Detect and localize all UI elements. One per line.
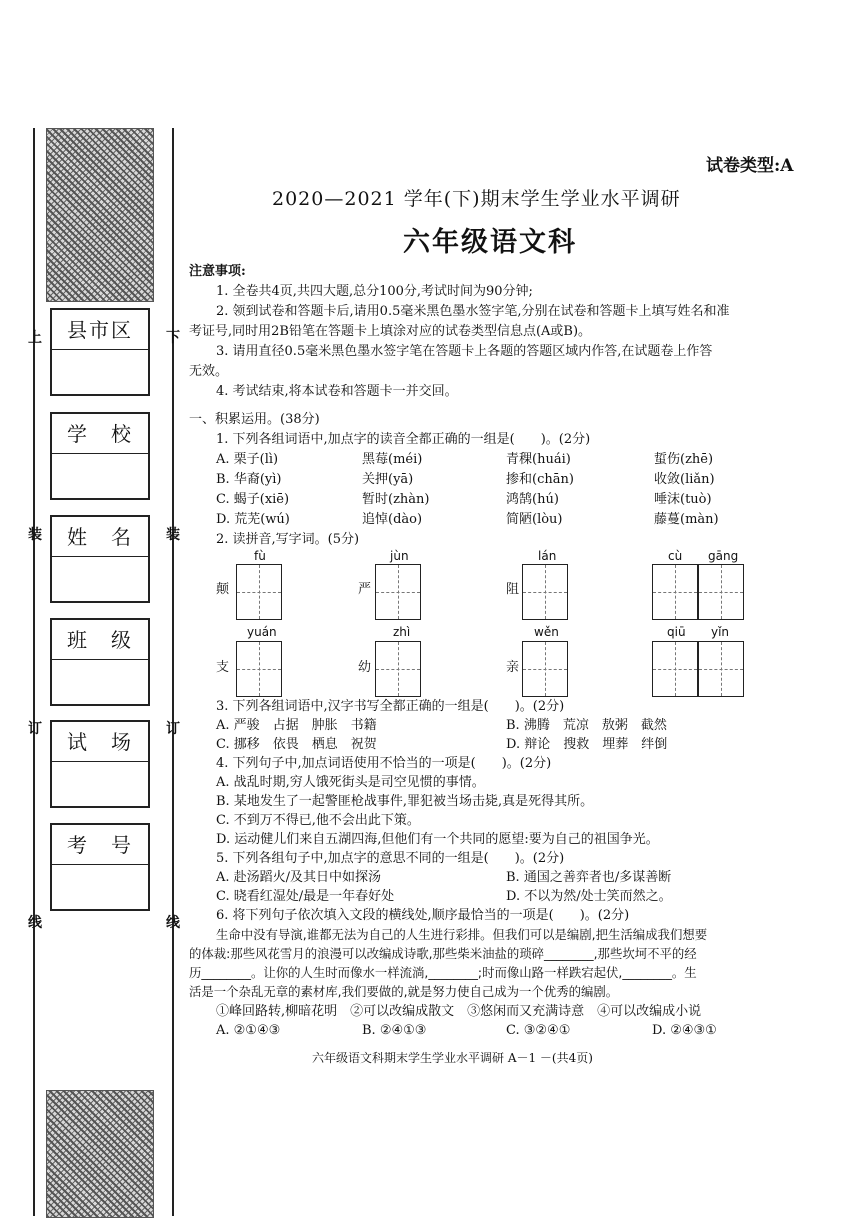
subject-title: 六年级语文科 — [403, 227, 577, 258]
q4-option-c: C. 不到万不得已,他不会出此下策。 — [216, 813, 420, 828]
notice-item-4: 4. 考试结束,将本试卷和答题卡一并交回。 — [216, 384, 458, 399]
field-school[interactable] — [50, 412, 150, 500]
margin-char-shang: 上 — [28, 330, 42, 346]
notice-heading: 注意事项: — [189, 264, 246, 279]
margin-char-zhuang-left: 装 — [28, 527, 42, 543]
q1-a-2: 黑莓(méi) — [362, 452, 423, 467]
q1-c-4: 唾沫(tuò) — [654, 492, 712, 507]
q2-prefix-1: 颠 — [216, 582, 230, 597]
margin-char-zhuang-right: 装 — [166, 527, 180, 543]
q6-option-b: B. ②④①③ — [362, 1023, 427, 1038]
field-exam-number-label: 考 号 — [52, 825, 148, 865]
q2-pinyin-7: wěn — [534, 625, 559, 639]
q2-pinyin-3: lán — [538, 549, 557, 563]
q6-option-a: A. ②①④③ — [216, 1023, 281, 1038]
q1-a-1: A. 栗子(lì) — [216, 452, 279, 467]
q1-a-4: 蜇伤(zhē) — [654, 452, 714, 467]
q1-b-3: 掺和(chān) — [506, 472, 574, 487]
q2-prefix-2: 严 — [358, 582, 372, 597]
field-class[interactable] — [50, 618, 150, 706]
q2-pinyin-8a: qiū — [667, 625, 686, 639]
field-exam-room-label: 试 场 — [52, 722, 148, 762]
q6-option-c: C. ③②④① — [506, 1023, 571, 1038]
q4-option-b: B. 某地发生了一起警匪枪战事件,罪犯被当场击毙,真是死得其所。 — [216, 794, 594, 809]
margin-char-xia: 下 — [166, 330, 180, 346]
binding-line-right — [172, 128, 174, 1216]
q5-option-b: B. 通国之善弈者也/多谋善断 — [506, 870, 672, 885]
margin-char-xian-left: 线 — [28, 915, 42, 931]
q2-writing-box-3[interactable] — [522, 564, 568, 620]
q1-b-1: B. 华裔(yì) — [216, 472, 282, 487]
q1-b-2: 关押(yā) — [362, 472, 414, 487]
q2-prefix-5: 支 — [216, 660, 230, 675]
notice-item-3-cont: 无效。 — [189, 364, 229, 379]
field-name[interactable] — [50, 515, 150, 603]
binding-pattern-top — [46, 128, 154, 302]
q6-passage-line-1: 生命中没有导演,谁都无法为自己的人生进行彩排。但我们可以是编剧,把生活编成我们想要 — [216, 927, 708, 942]
field-school-label: 学 校 — [52, 414, 148, 454]
q1-c-3: 鸿鹄(hú) — [506, 492, 559, 507]
q1-d-3: 简陋(lòu) — [506, 512, 563, 527]
q3-option-a: A. 严骏 占据 肿胀 书籍 — [216, 718, 377, 733]
q6-passage-line-2: 的体裁:那些风花雪月的浪漫可以改编成诗歌,那些柴米油盐的琐碎________,那些坎坷不平的经 — [189, 946, 697, 961]
page-footer: 六年级语文科期末学生学业水平调研 A－1 －(共4页) — [312, 1051, 593, 1065]
q2-pinyin-4a: cù — [668, 549, 683, 563]
q2-writing-box-7[interactable] — [522, 641, 568, 697]
binding-line-left — [33, 128, 35, 1216]
section-1-heading: 一、积累运用。(38分) — [189, 412, 320, 427]
q1-a-3: 青稞(huái) — [506, 452, 571, 467]
q3-option-c: C. 挪移 依畏 栖息 祝贺 — [216, 737, 377, 752]
notice-item-3: 3. 请用直径0.5毫米黑色墨水签字笔在答题卡上各题的答题区域内作答,在试题卷上作答 — [216, 344, 713, 359]
q6-passage-line-4: 活是一个杂乱无章的素材库,我们要做的,就是努力使自己成为一个优秀的编剧。 — [189, 984, 619, 999]
q5-option-d: D. 不以为然/处士笑而然之。 — [506, 889, 672, 904]
q2-pinyin-2: jùn — [390, 549, 409, 563]
q3-option-b: B. 沸腾 荒凉 敖粥 截然 — [506, 718, 667, 733]
exam-title-line: 2020—2021 学年(下)期末学生学业水平调研 — [272, 188, 681, 210]
field-county[interactable] — [50, 308, 150, 396]
notice-item-2: 2. 领到试卷和答题卡后,请用0.5毫米黑色墨水签字笔,分别在试卷和答题卡上填写姓名和准 — [216, 304, 730, 319]
q2-pinyin-5: yuán — [247, 625, 277, 639]
q1-d-1: D. 荒芜(wú) — [216, 512, 290, 527]
q1-stem: 1. 下列各组词语中,加点字的读音全都正确的一组是( )。(2分) — [216, 432, 591, 447]
field-class-label: 班 级 — [52, 620, 148, 660]
q2-pinyin-6: zhì — [393, 625, 411, 639]
q2-writing-box-6[interactable] — [375, 641, 421, 697]
notice-item-1: 1. 全卷共4页,共四大题,总分100分,考试时间为90分钟; — [216, 284, 533, 299]
q2-writing-box-8a[interactable] — [652, 641, 698, 697]
q3-stem: 3. 下列各组词语中,汉字书写全都正确的一组是( )。(2分) — [216, 699, 565, 714]
margin-char-xian-right: 线 — [166, 915, 180, 931]
q4-stem: 4. 下列句子中,加点词语使用不恰当的一项是( )。(2分) — [216, 756, 552, 771]
q5-stem: 5. 下列各组句子中,加点字的意思不同的一组是( )。(2分) — [216, 851, 565, 866]
q2-writing-box-8b[interactable] — [698, 641, 744, 697]
q2-writing-box-1[interactable] — [236, 564, 282, 620]
q3-option-d: D. 辩论 搜救 埋葬 绊倒 — [506, 737, 668, 752]
q6-stem: 6. 将下列句子依次填入文段的横线处,顺序最恰当的一项是( )。(2分) — [216, 908, 630, 923]
field-name-label: 姓 名 — [52, 517, 148, 557]
margin-char-ding-left: 订 — [28, 721, 42, 737]
q4-option-a: A. 战乱时期,穷人饿死街头是司空见惯的事情。 — [216, 775, 485, 790]
q2-pinyin-4b: gāng — [708, 549, 739, 563]
q2-writing-box-4a[interactable] — [652, 564, 698, 620]
field-exam-room[interactable] — [50, 720, 150, 808]
q2-stem: 2. 读拼音,写字词。(5分) — [216, 532, 360, 547]
q6-passage-line-3: 历________。让你的人生时而像水一样流淌,________;时而像山路一样跌宕起伏,________。生 — [189, 965, 697, 980]
q2-prefix-3: 阻 — [506, 582, 520, 597]
q2-writing-box-2[interactable] — [375, 564, 421, 620]
q2-writing-box-4b[interactable] — [698, 564, 744, 620]
binding-pattern-bottom — [46, 1090, 154, 1218]
q1-c-1: C. 蝎子(xiē) — [216, 492, 290, 507]
q5-option-c: C. 晓看红湿处/最是一年春好处 — [216, 889, 395, 904]
q1-d-2: 追悼(dào) — [362, 512, 423, 527]
q4-option-d: D. 运动健儿们来自五湖四海,但他们有一个共同的愿望:要为自己的祖国争光。 — [216, 832, 659, 847]
field-county-label: 县市区 — [52, 310, 148, 350]
q5-option-a: A. 赴汤蹈火/及其日中如探汤 — [216, 870, 382, 885]
q2-writing-box-5[interactable] — [236, 641, 282, 697]
q1-c-2: 暂时(zhàn) — [362, 492, 430, 507]
q2-pinyin-8b: yǐn — [711, 625, 730, 639]
q2-prefix-6: 幼 — [358, 660, 372, 675]
q6-option-d: D. ②④③① — [652, 1023, 717, 1038]
field-exam-number[interactable] — [50, 823, 150, 911]
q6-sentences: ①峰回路转,柳暗花明 ②可以改编成散文 ③悠闲而又充满诗意 ④可以改编成小说 — [216, 1004, 702, 1019]
margin-char-ding-right: 订 — [166, 721, 180, 737]
notice-item-2-cont: 考证号,同时用2B铅笔在答题卡上填涂对应的试卷类型信息点(A或B)。 — [189, 324, 592, 339]
q2-pinyin-1: fù — [254, 549, 266, 563]
q1-d-4: 藤蔓(màn) — [654, 512, 719, 527]
q1-b-4: 收敛(liǎn) — [654, 472, 715, 487]
paper-type: 试卷类型:A — [706, 156, 794, 176]
q2-prefix-7: 亲 — [506, 660, 520, 675]
